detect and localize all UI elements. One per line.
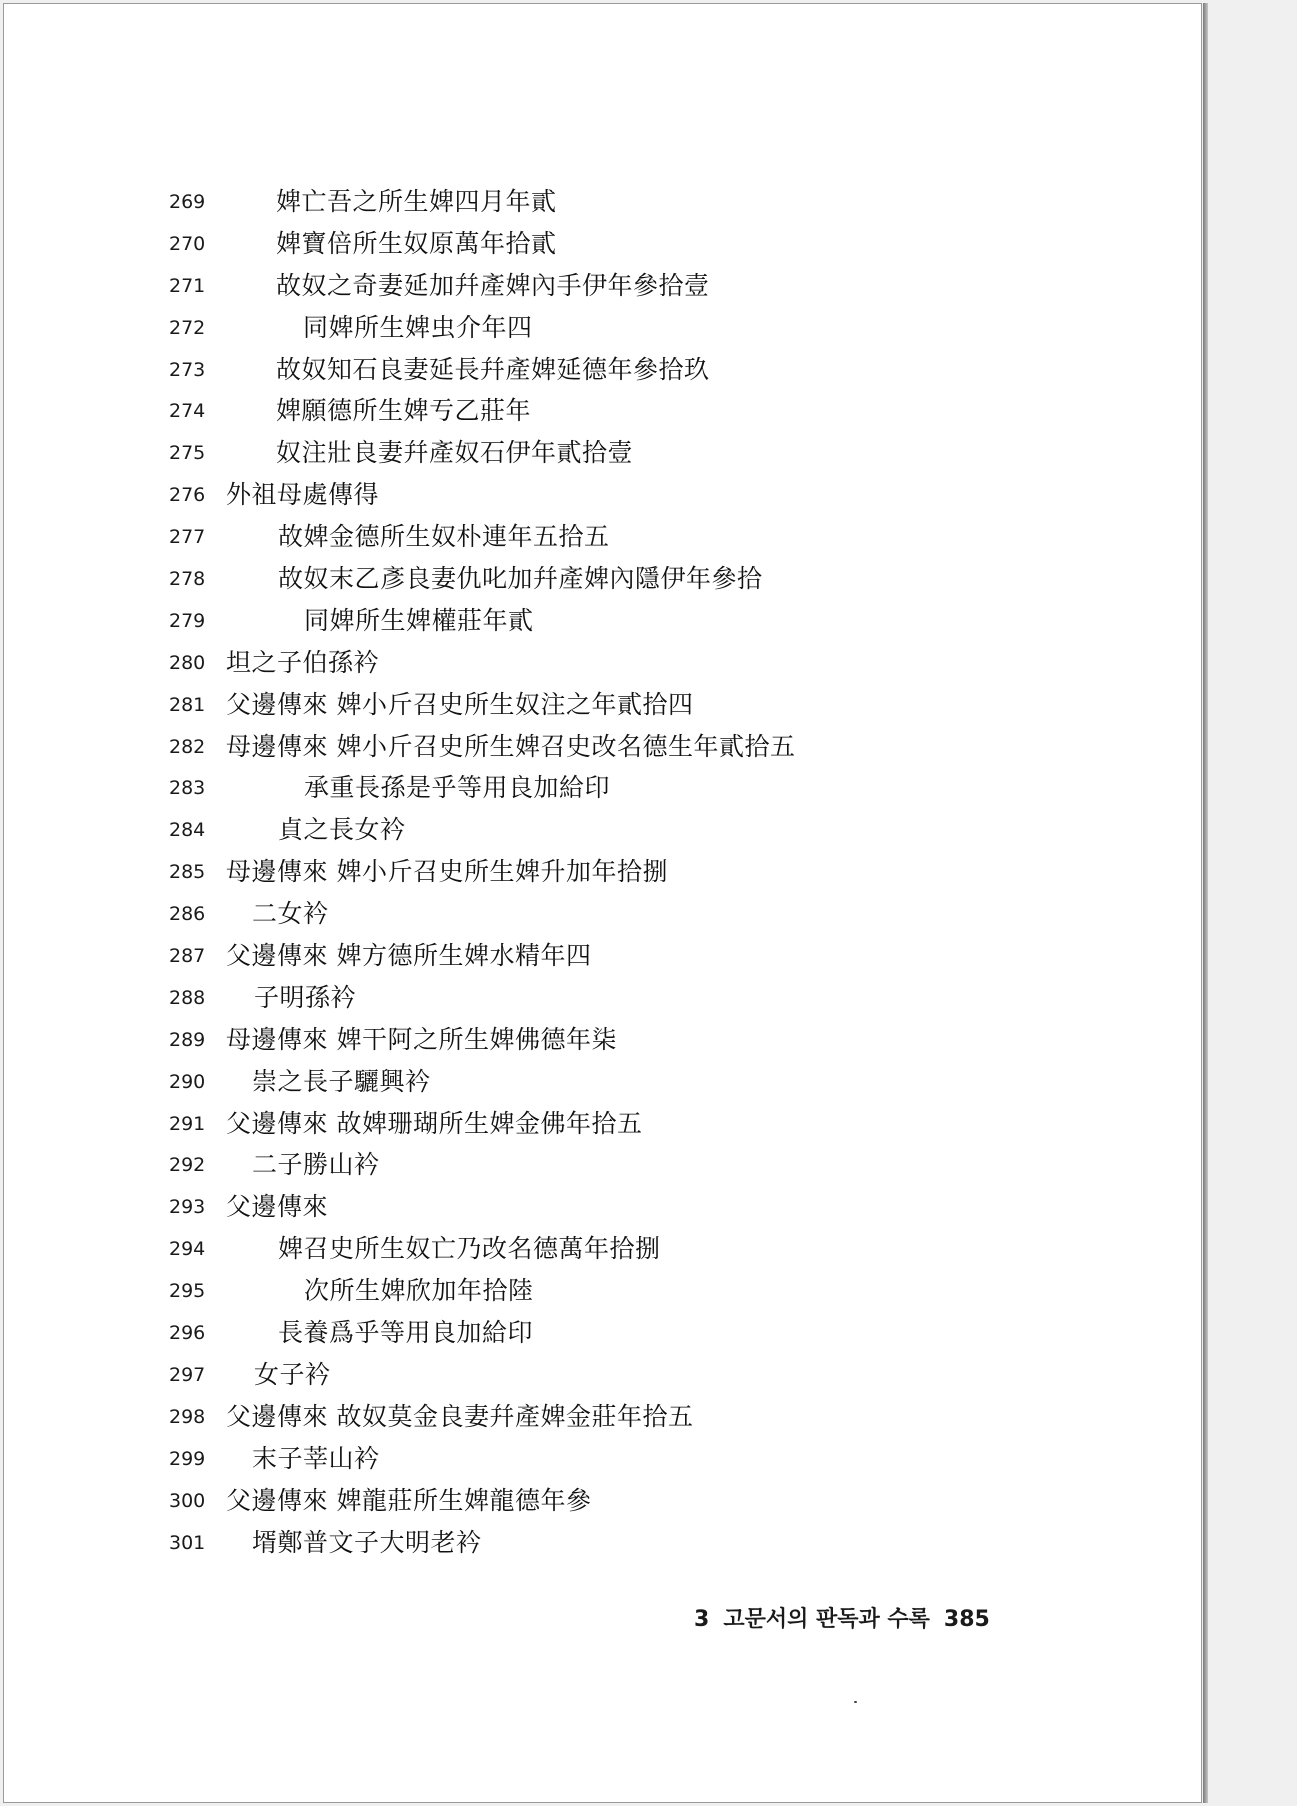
text-line: [4, 768, 1194, 810]
text-line: [4, 1439, 1194, 1481]
line-text: 二子勝山衿: [252, 1150, 380, 1180]
line-text: 崇之長子驪興衿: [252, 1066, 431, 1096]
line-number: 284: [169, 819, 206, 842]
chapter-number: 3: [694, 1607, 710, 1632]
line-text: 父邊傳來 婢龍莊所生婢龍德年參: [226, 1485, 592, 1515]
text-line: [4, 1229, 1194, 1271]
text-line: [4, 1397, 1194, 1439]
line-text: 同婢所生婢權莊年貳: [304, 605, 534, 635]
line-text: 婢亡吾之所生婢四月年貳: [276, 187, 557, 216]
text-line: [4, 1481, 1194, 1523]
line-text: 母邊傳來 婢小斤召史所生婢升加年拾捌: [226, 857, 668, 887]
line-text: 父邊傳來 婢小斤召史所生奴注之年貳拾四: [226, 689, 694, 719]
text-line: [4, 643, 1194, 685]
line-text: 婢寶倍所生奴原萬年拾貳: [276, 228, 557, 258]
line-number: 269: [169, 191, 206, 213]
line-number: 292: [169, 1154, 206, 1177]
line-text: 婢願德所生婢亐乙莊年: [276, 396, 532, 426]
line-number: 296: [169, 1322, 206, 1345]
line-number: 301: [169, 1531, 206, 1554]
line-text: 婢召史所生奴亡乃改名德萬年拾捌: [278, 1234, 661, 1264]
line-text: 故奴末乙彥良妻仇叱加幷產婢內隱伊年參拾: [278, 564, 763, 594]
text-line: [4, 182, 1194, 224]
page-number: 385: [943, 1607, 990, 1632]
text-line: [4, 936, 1194, 978]
line-number: 288: [169, 986, 206, 1009]
line-text: 故奴知石良妻延長幷產婢延德年參拾玖: [276, 354, 710, 384]
line-text: 貞之長女衿: [278, 815, 406, 845]
line-number: 278: [169, 568, 206, 591]
line-number: 291: [169, 1112, 206, 1135]
line-number: 272: [169, 316, 206, 339]
line-text: 父邊傳來: [226, 1192, 329, 1222]
line-number: 270: [169, 232, 206, 255]
line-text: 母邊傳來 婢小斤召史所生婢召史改名德生年貳拾五: [226, 731, 796, 761]
line-number: 287: [169, 945, 206, 968]
line-text: 故奴之奇妻延加幷產婢內手伊年參拾壹: [276, 270, 710, 300]
text-line: [4, 433, 1194, 475]
line-number: 274: [169, 400, 206, 423]
line-text: 故婢金德所生奴朴連年五拾五: [278, 522, 610, 552]
text-line: [4, 1523, 1194, 1565]
text-line: [4, 1104, 1194, 1146]
text-line: [4, 391, 1194, 433]
text-line: [4, 559, 1194, 601]
line-number: 276: [169, 484, 206, 507]
text-line: [4, 350, 1194, 392]
line-number: 279: [169, 609, 206, 632]
line-text: 二女衿: [252, 899, 329, 929]
line-number: 294: [169, 1238, 206, 1261]
line-number: 300: [169, 1489, 206, 1512]
line-number: 275: [169, 442, 206, 465]
text-line: [4, 978, 1194, 1020]
line-text: 父邊傳來 婢方德所生婢水精年四: [226, 941, 592, 971]
line-number: 283: [169, 777, 206, 800]
text-line: [4, 1020, 1194, 1062]
text-line: [4, 894, 1194, 936]
text-line: [4, 685, 1194, 727]
line-number: 297: [169, 1363, 206, 1386]
text-line: [4, 308, 1194, 350]
line-text: 次所生婢欣加年拾陸: [304, 1276, 534, 1306]
text-line: [4, 1313, 1194, 1355]
text-line: [4, 517, 1194, 559]
scan-speck: [854, 1701, 857, 1703]
line-number: 273: [169, 358, 206, 381]
line-text: 長養爲乎等用良加給印: [278, 1318, 534, 1348]
line-number: 271: [169, 274, 206, 297]
line-number: 289: [169, 1028, 206, 1051]
line-text: 壻鄭普文子大明老衿: [252, 1527, 482, 1557]
line-text: 外祖母處傳得: [226, 480, 380, 510]
text-line: [4, 727, 1194, 769]
text-line: [4, 266, 1194, 308]
line-number: 293: [169, 1196, 206, 1219]
line-text: 同婢所生婢虫介年四: [303, 312, 533, 342]
text-line: [4, 810, 1194, 852]
text-line: [4, 1062, 1194, 1104]
line-text: 父邊傳來 故奴莫金良妻幷產婢金莊年拾五: [226, 1401, 694, 1431]
line-text: 承重長孫是乎等用良加給印: [304, 773, 611, 803]
page-edge-shadow: [1203, 3, 1208, 1803]
line-text: 子明孫衿: [254, 982, 357, 1012]
text-line: [4, 224, 1194, 266]
line-text: 女子衿: [254, 1359, 331, 1389]
line-number: 277: [169, 526, 206, 549]
line-text: 母邊傳來 婢干阿之所生婢佛德年柒: [226, 1024, 617, 1054]
text-line: [4, 601, 1194, 643]
line-number: 280: [169, 651, 206, 674]
text-line: [4, 1271, 1194, 1313]
line-number: 286: [169, 903, 206, 926]
text-line: [4, 1145, 1194, 1187]
transcription-lines: [4, 182, 1194, 1564]
line-number: 281: [169, 693, 206, 716]
line-text: 父邊傳來 故婢珊瑚所生婢金佛年拾五: [226, 1108, 643, 1138]
line-number: 282: [169, 735, 206, 758]
text-line: [4, 475, 1194, 517]
line-number: 290: [169, 1070, 206, 1093]
line-number: 299: [169, 1447, 206, 1470]
text-line: [4, 1187, 1194, 1229]
text-line: [4, 1355, 1194, 1397]
line-number: 298: [169, 1405, 206, 1428]
line-number: 285: [169, 861, 206, 884]
document-page: [3, 3, 1202, 1803]
chapter-title: 고문서의 판독과 수록: [723, 1607, 930, 1632]
line-text: 坦之子伯孫衿: [226, 647, 380, 677]
text-line: [4, 852, 1194, 894]
page-footer: [694, 1602, 990, 1633]
line-number: 295: [169, 1280, 206, 1303]
line-text: 末子莘山衿: [252, 1443, 380, 1473]
line-text: 奴注壯良妻幷產奴石伊年貳拾壹: [276, 438, 634, 468]
